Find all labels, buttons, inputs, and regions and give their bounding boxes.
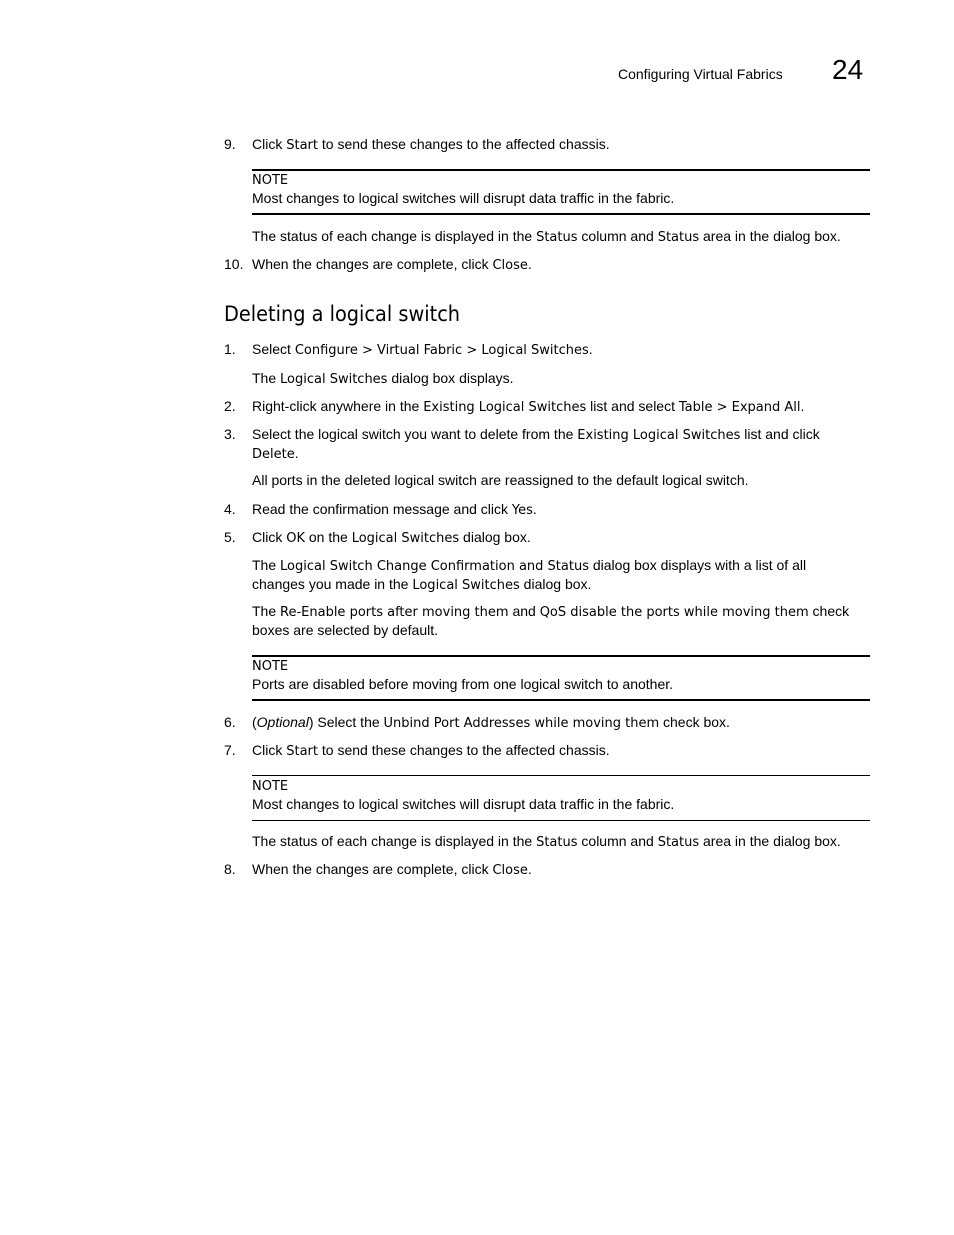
step-3-text-cont: Delete. xyxy=(252,445,299,462)
note-text: Ports are disabled before moving from one logical switch to another. xyxy=(252,676,674,692)
step-2-text: Right-click anywhere in the Existing Logical Switches list and select Table > Expand All. xyxy=(252,398,805,415)
step-number: 1. xyxy=(224,341,236,357)
note-rule-bottom xyxy=(252,699,870,701)
note-text: Most changes to logical switches will disrupt data traffic in the fabric. xyxy=(252,796,675,812)
status-paragraph: The status of each change is displayed in the Status column and Status area in the dialog box. xyxy=(252,833,841,850)
step-number: 2. xyxy=(224,398,236,414)
note-rule-top xyxy=(252,169,870,171)
step-9-text: Click Start to send these changes to the affected chassis. xyxy=(252,136,610,153)
step-6-text: (Optional) Select the Unbind Port Addresses while moving them check box. xyxy=(252,714,730,731)
section-heading: Deleting a logical switch xyxy=(224,302,461,326)
step-5-text: Click OK on the Logical Switches dialog box. xyxy=(252,529,531,546)
note-label: NOTE xyxy=(252,659,289,674)
step-10-text: When the changes are complete, click Close. xyxy=(252,256,532,273)
note-rule-top xyxy=(252,655,870,657)
step-number: 5. xyxy=(224,529,236,545)
note-rule-bottom xyxy=(252,820,870,821)
status-paragraph: The status of each change is displayed in the Status column and Status area in the dialog box. xyxy=(252,228,841,245)
step-number: 9. xyxy=(224,136,236,152)
step-number: 7. xyxy=(224,742,236,758)
chapter-number: 24 xyxy=(832,54,864,85)
step-3-text: Select the logical switch you want to delete from the Existing Logical Switches list and click xyxy=(252,426,820,443)
step-1-result: The Logical Switches dialog box displays. xyxy=(252,370,514,387)
note-label: NOTE xyxy=(252,173,289,188)
step-5-checkbox-line1: The Re-Enable ports after moving them and QoS disable the ports while moving them check xyxy=(252,603,850,620)
step-5-result-line2: changes you made in the Logical Switches dialog box. xyxy=(252,576,592,593)
step-8-text: When the changes are complete, click Close. xyxy=(252,861,532,878)
chapter-title: Configuring Virtual Fabrics xyxy=(618,66,783,82)
step-number: 4. xyxy=(224,501,236,517)
step-1-text: Select Configure > Virtual Fabric > Logical Switches. xyxy=(252,341,593,358)
step-number: 10. xyxy=(224,256,244,272)
step-3-result: All ports in the deleted logical switch are reassigned to the default logical switch. xyxy=(252,472,749,488)
step-5-result-line1: The Logical Switch Change Confirmation and Status dialog box displays with a list of all xyxy=(252,557,807,574)
note-label: NOTE xyxy=(252,779,289,794)
step-number: 6. xyxy=(224,714,236,730)
step-5-checkbox-line2: boxes are selected by default. xyxy=(252,622,439,638)
note-rule-top xyxy=(252,775,870,776)
step-number: 8. xyxy=(224,861,236,877)
step-4-text: Read the confirmation message and click Yes. xyxy=(252,501,537,518)
step-number: 3. xyxy=(224,426,236,442)
note-rule-bottom xyxy=(252,213,870,215)
note-text: Most changes to logical switches will disrupt data traffic in the fabric. xyxy=(252,190,675,206)
step-7-text: Click Start to send these changes to the affected chassis. xyxy=(252,742,610,759)
